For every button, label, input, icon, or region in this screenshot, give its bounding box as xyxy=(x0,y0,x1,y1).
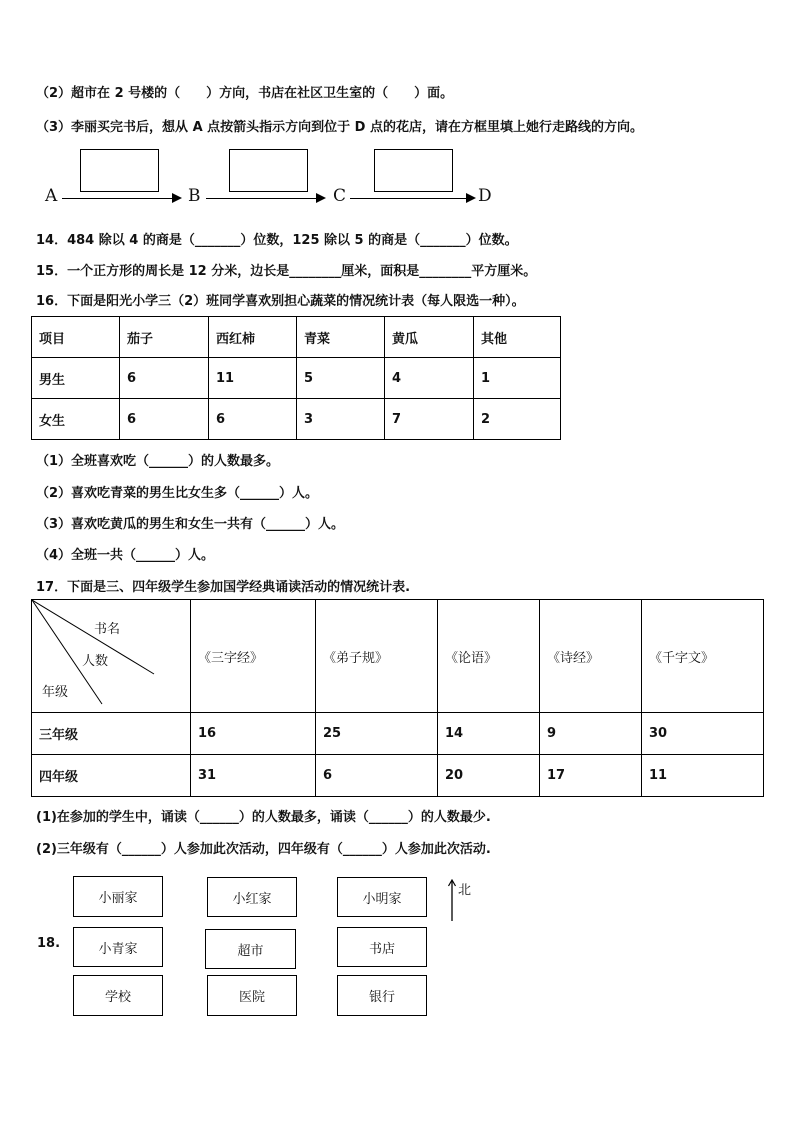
table-cell: 6 xyxy=(120,399,209,440)
table-header-cell: 黄瓜 xyxy=(385,317,474,358)
place-xiaoqing-home: 小青家 xyxy=(73,927,163,967)
table-cell: 6 xyxy=(120,358,209,399)
table-cell: 6 xyxy=(316,755,438,797)
place-school: 学校 xyxy=(73,975,163,1016)
place-xiaoming-home: 小明家 xyxy=(337,877,427,917)
table-row xyxy=(32,713,764,755)
table-cell: 4 xyxy=(385,358,474,399)
q16-question-2: （2）喜欢吃青菜的男生比女生多（______）人。 xyxy=(36,486,319,501)
table-cell: 5 xyxy=(297,358,385,399)
table-header-cell: 青菜 xyxy=(297,317,385,358)
arrow-b-c xyxy=(206,198,318,199)
table-row xyxy=(32,399,561,440)
place-supermarket: 超市 xyxy=(205,929,296,969)
table-cell: 四年级 xyxy=(32,755,191,797)
table-cell: 17 xyxy=(540,755,642,797)
q17-question-1: (1)在参加的学生中，诵读（______）的人数最多，诵读（______）的人数最少. xyxy=(36,810,491,825)
table-cell: 2 xyxy=(474,399,561,440)
table-cell: 9 xyxy=(540,713,642,755)
table-header-row xyxy=(32,317,561,358)
q17-title: 17．下面是三、四年级学生参加国学经典诵读活动的情况统计表. xyxy=(36,580,411,595)
answer-box-3[interactable] xyxy=(374,149,453,192)
q18-number: 18. xyxy=(37,936,61,951)
vegetable-table xyxy=(31,316,561,440)
table-header-cell: 《诗经》 xyxy=(540,600,642,713)
place-xiaoli-home: 小丽家 xyxy=(73,876,163,917)
table-cell: 30 xyxy=(642,713,764,755)
arrowhead-c-icon xyxy=(316,193,326,203)
table-header-cell: 项目 xyxy=(32,317,120,358)
table-cell: 14 xyxy=(438,713,540,755)
table-header-cell: 《论语》 xyxy=(438,600,540,713)
q17-question-2: (2)三年级有（______）人参加此次活动，四年级有（______）人参加此次活动. xyxy=(36,842,491,857)
table-row xyxy=(32,755,764,797)
q13-part3: （3）李丽买完书后，想从 A 点按箭头指示方向到位于 D 点的花店，请在方框里填上她行走路线的方向。 xyxy=(36,120,644,135)
table-cell: 25 xyxy=(316,713,438,755)
table-cell: 7 xyxy=(385,399,474,440)
place-bank: 银行 xyxy=(337,975,427,1016)
q13-part2: （2）超市在 2 号楼的（ ）方向，书店在社区卫生室的（ ）面。 xyxy=(36,86,454,101)
table-cell: 三年级 xyxy=(32,713,191,755)
diagonal-header-cell xyxy=(32,600,191,713)
table-row xyxy=(32,358,561,399)
answer-box-1[interactable] xyxy=(80,149,159,192)
table-header-row xyxy=(32,600,764,713)
arrow-a-b xyxy=(62,198,174,199)
point-c: C xyxy=(333,186,347,206)
table-header-cell: 西红柿 xyxy=(209,317,297,358)
table-header-cell: 《三字经》 xyxy=(191,600,316,713)
table-cell: 女生 xyxy=(32,399,120,440)
corner-label-count: 人数 xyxy=(82,654,109,669)
reading-table xyxy=(31,599,764,797)
table-header-cell: 其他 xyxy=(474,317,561,358)
arrowhead-d-icon xyxy=(466,193,476,203)
table-header-cell: 《弟子规》 xyxy=(316,600,438,713)
q15-text: 15．一个正方形的周长是 12 分米，边长是________厘米，面积是________平方厘米。 xyxy=(36,264,537,279)
corner-label-grade: 年级 xyxy=(42,685,69,700)
corner-label-book: 书名 xyxy=(94,622,121,637)
point-b: B xyxy=(188,186,201,206)
arrow-c-d xyxy=(350,198,468,199)
place-bookstore: 书店 xyxy=(337,927,427,967)
q16-question-1: （1）全班喜欢吃（______）的人数最多。 xyxy=(36,454,280,469)
q16-question-4: （4）全班一共（______）人。 xyxy=(36,548,215,563)
table-cell: 3 xyxy=(297,399,385,440)
table-cell: 1 xyxy=(474,358,561,399)
table-cell: 男生 xyxy=(32,358,120,399)
q16-title: 16．下面是阳光小学三（2）班同学喜欢别担心蔬菜的情况统计表（每人限选一种）。 xyxy=(36,294,525,309)
table-cell: 6 xyxy=(209,399,297,440)
table-cell: 31 xyxy=(191,755,316,797)
point-d: D xyxy=(478,186,492,206)
table-header-cell: 《千字文》 xyxy=(642,600,764,713)
place-xiaohong-home: 小红家 xyxy=(207,877,297,917)
table-header-cell: 茄子 xyxy=(120,317,209,358)
q16-question-3: （3）喜欢吃黄瓜的男生和女生一共有（______）人。 xyxy=(36,517,345,532)
table-cell: 11 xyxy=(642,755,764,797)
north-label: 北 xyxy=(458,883,472,898)
table-cell: 20 xyxy=(438,755,540,797)
table-cell: 16 xyxy=(191,713,316,755)
table-cell: 11 xyxy=(209,358,297,399)
point-a: A xyxy=(45,186,58,206)
place-hospital: 医院 xyxy=(207,975,297,1016)
arrowhead-b-icon xyxy=(172,193,182,203)
answer-box-2[interactable] xyxy=(229,149,308,192)
q14-text: 14．484 除以 4 的商是（_______）位数，125 除以 5 的商是（_______）位数。 xyxy=(36,233,518,248)
north-arrow-icon xyxy=(446,879,458,921)
